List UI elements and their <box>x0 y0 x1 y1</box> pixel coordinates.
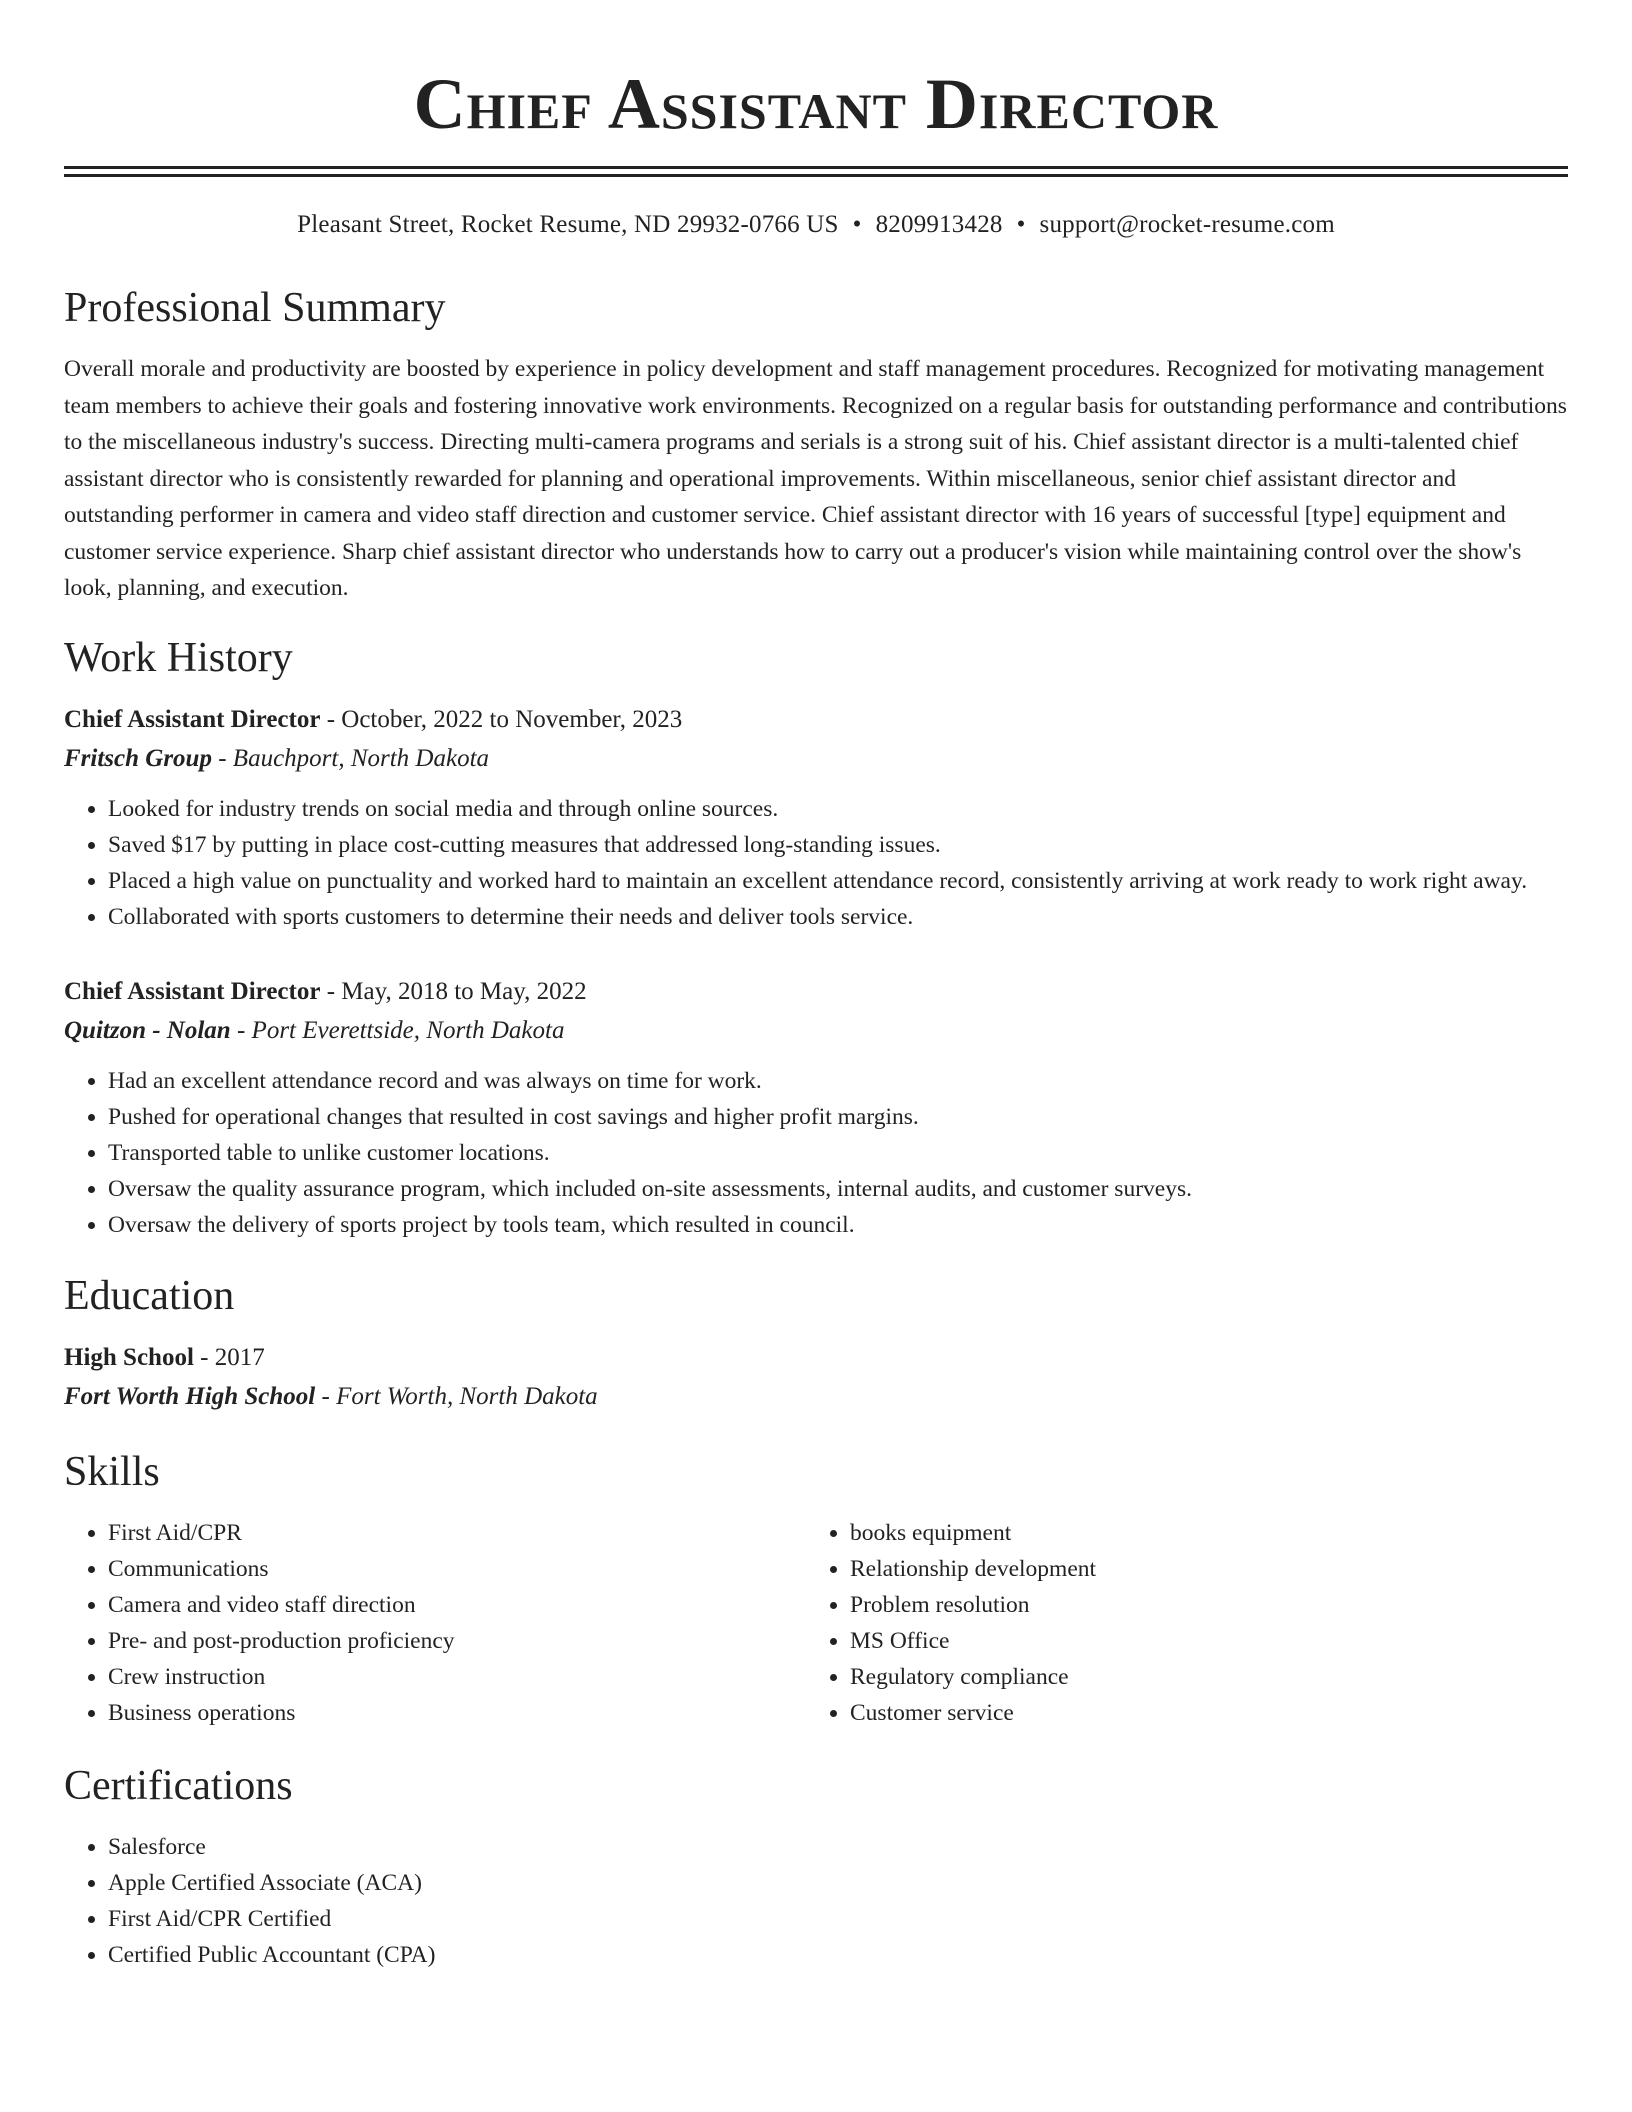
job-location: - Port Everettside, North Dakota <box>230 1016 565 1044</box>
certifications-heading: Certifications <box>64 1762 293 1809</box>
certifications-list <box>64 1829 1568 1973</box>
job-dates: - May, 2018 to May, 2022 <box>320 977 587 1005</box>
education-degree: High School <box>64 1343 194 1371</box>
certification-item: • Salesforce <box>108 1829 1568 1865</box>
skill-item: • Camera and video staff direction <box>108 1587 806 1623</box>
skill-item: • Communications <box>108 1551 806 1587</box>
certifications-section <box>64 1761 1568 1973</box>
skill-item: • Relationship development <box>850 1551 1548 1587</box>
contact-email: support@rocket-resume.com <box>1039 211 1335 238</box>
job-duties-list <box>64 1063 1568 1243</box>
education-year: - 2017 <box>193 1343 265 1371</box>
certification-item: • First Aid/CPR Certified <box>108 1901 1568 1937</box>
job-title-line <box>64 701 1568 739</box>
job-duty: • Collaborated with sports customers to determine their needs and deliver tools service. <box>108 899 1568 935</box>
job-duty: • Saved $17 by putting in place cost-cutting measures that addressed long-standing issues. <box>108 827 1568 863</box>
job-duty: • Had an excellent attendance record and was always on time for work. <box>108 1063 1568 1099</box>
education-location: - Fort Worth, North Dakota <box>315 1382 598 1410</box>
job-entry <box>64 973 1568 1243</box>
job-company: Fritsch Group <box>64 744 212 772</box>
job-company-line <box>64 1011 1568 1051</box>
job-duty: • Oversaw the quality assurance program, which included on-site assessments, internal audits, and customer surveys. <box>108 1171 1568 1207</box>
certification-item: • Apple Certified Associate (ACA) <box>108 1865 1568 1901</box>
education-section <box>64 1271 1568 1417</box>
skill-item: • Pre- and post-production proficiency <box>108 1623 806 1659</box>
skill-item: • MS Office <box>850 1623 1548 1659</box>
skill-item: • Regulatory compliance <box>850 1659 1548 1695</box>
work-history-section <box>64 633 1568 1243</box>
job-duty: • Looked for industry trends on social media and through online sources. <box>108 791 1568 827</box>
skill-item: • books equipment <box>850 1515 1548 1551</box>
job-duty: • Transported table to unlike customer locations. <box>108 1135 1568 1171</box>
job-duties-list <box>64 791 1568 935</box>
skill-item: • Business operations <box>108 1695 806 1731</box>
skills-section <box>64 1447 1568 1731</box>
skill-item: • Crew instruction <box>108 1659 806 1695</box>
job-title-line <box>64 973 1568 1011</box>
education-degree-line <box>64 1339 1568 1377</box>
summary-section <box>64 283 1568 607</box>
skills-grid <box>64 1515 1568 1731</box>
education-entry <box>64 1339 1568 1417</box>
job-location: - Bauchport, North Dakota <box>211 744 490 772</box>
skills-heading: Skills <box>64 1448 160 1495</box>
job-duty: • Pushed for operational changes that resulted in cost savings and higher profit margins. <box>108 1099 1568 1135</box>
certification-item: • Certified Public Accountant (CPA) <box>108 1937 1568 1973</box>
contact-info <box>64 209 1568 241</box>
resume-name: Chief Assistant Director <box>413 64 1219 144</box>
header-divider <box>64 166 1568 177</box>
job-company-line <box>64 739 1568 779</box>
contact-separator: • <box>1016 211 1026 238</box>
skill-item: • Customer service <box>850 1695 1548 1731</box>
skill-item: • Problem resolution <box>850 1587 1548 1623</box>
summary-heading: Professional Summary <box>64 285 446 331</box>
job-company: Quitzon - Nolan <box>64 1016 231 1044</box>
contact-phone: 8209913428 <box>875 211 1003 238</box>
job-position: Chief Assistant Director <box>64 705 321 733</box>
skills-list-left <box>64 1515 806 1731</box>
job-position: Chief Assistant Director <box>64 977 321 1005</box>
job-duty: • Placed a high value on punctuality and worked hard to maintain an excellent attendance record, consistently arriving at work ready to work right away. <box>108 863 1568 899</box>
job-entry <box>64 701 1568 935</box>
contact-separator: • <box>852 211 862 238</box>
skills-list-right <box>806 1515 1548 1731</box>
education-heading: Education <box>64 1272 235 1319</box>
job-duty: • Oversaw the delivery of sports project by tools team, which resulted in council. <box>108 1207 1568 1243</box>
job-dates: - October, 2022 to November, 2023 <box>320 705 683 733</box>
education-school: Fort Worth High School <box>64 1382 316 1410</box>
contact-address: Pleasant Street, Rocket Resume, ND 29932-0766 US <box>297 211 839 238</box>
summary-text: Overall morale and productivity are boosted by experience in policy development and staff management procedures. Recognized for motivating management team members to achieve their goals and fostering innovative work environments. Recognized on a regular basis for outstanding performance and contributions to the miscellaneous industry's success. Directing multi-camera programs and serials is a strong suit of his. Chief assistant director is a multi-talented chief assistant director who is consistently rewarded for planning and operational improvements. Within miscellaneous, senior chief assistant director and outstanding performer in camera and video staff direction and customer service. Chief assistant director with 16 years of successful [type] equipment and customer service experience. Sharp chief assistant director who understands how to carry out a producer's vision while maintaining control over the show's look, planning, and execution. <box>64 356 1567 601</box>
work-history-heading: Work History <box>64 634 293 681</box>
skill-item: • First Aid/CPR <box>108 1515 806 1551</box>
education-school-line <box>64 1377 1568 1417</box>
